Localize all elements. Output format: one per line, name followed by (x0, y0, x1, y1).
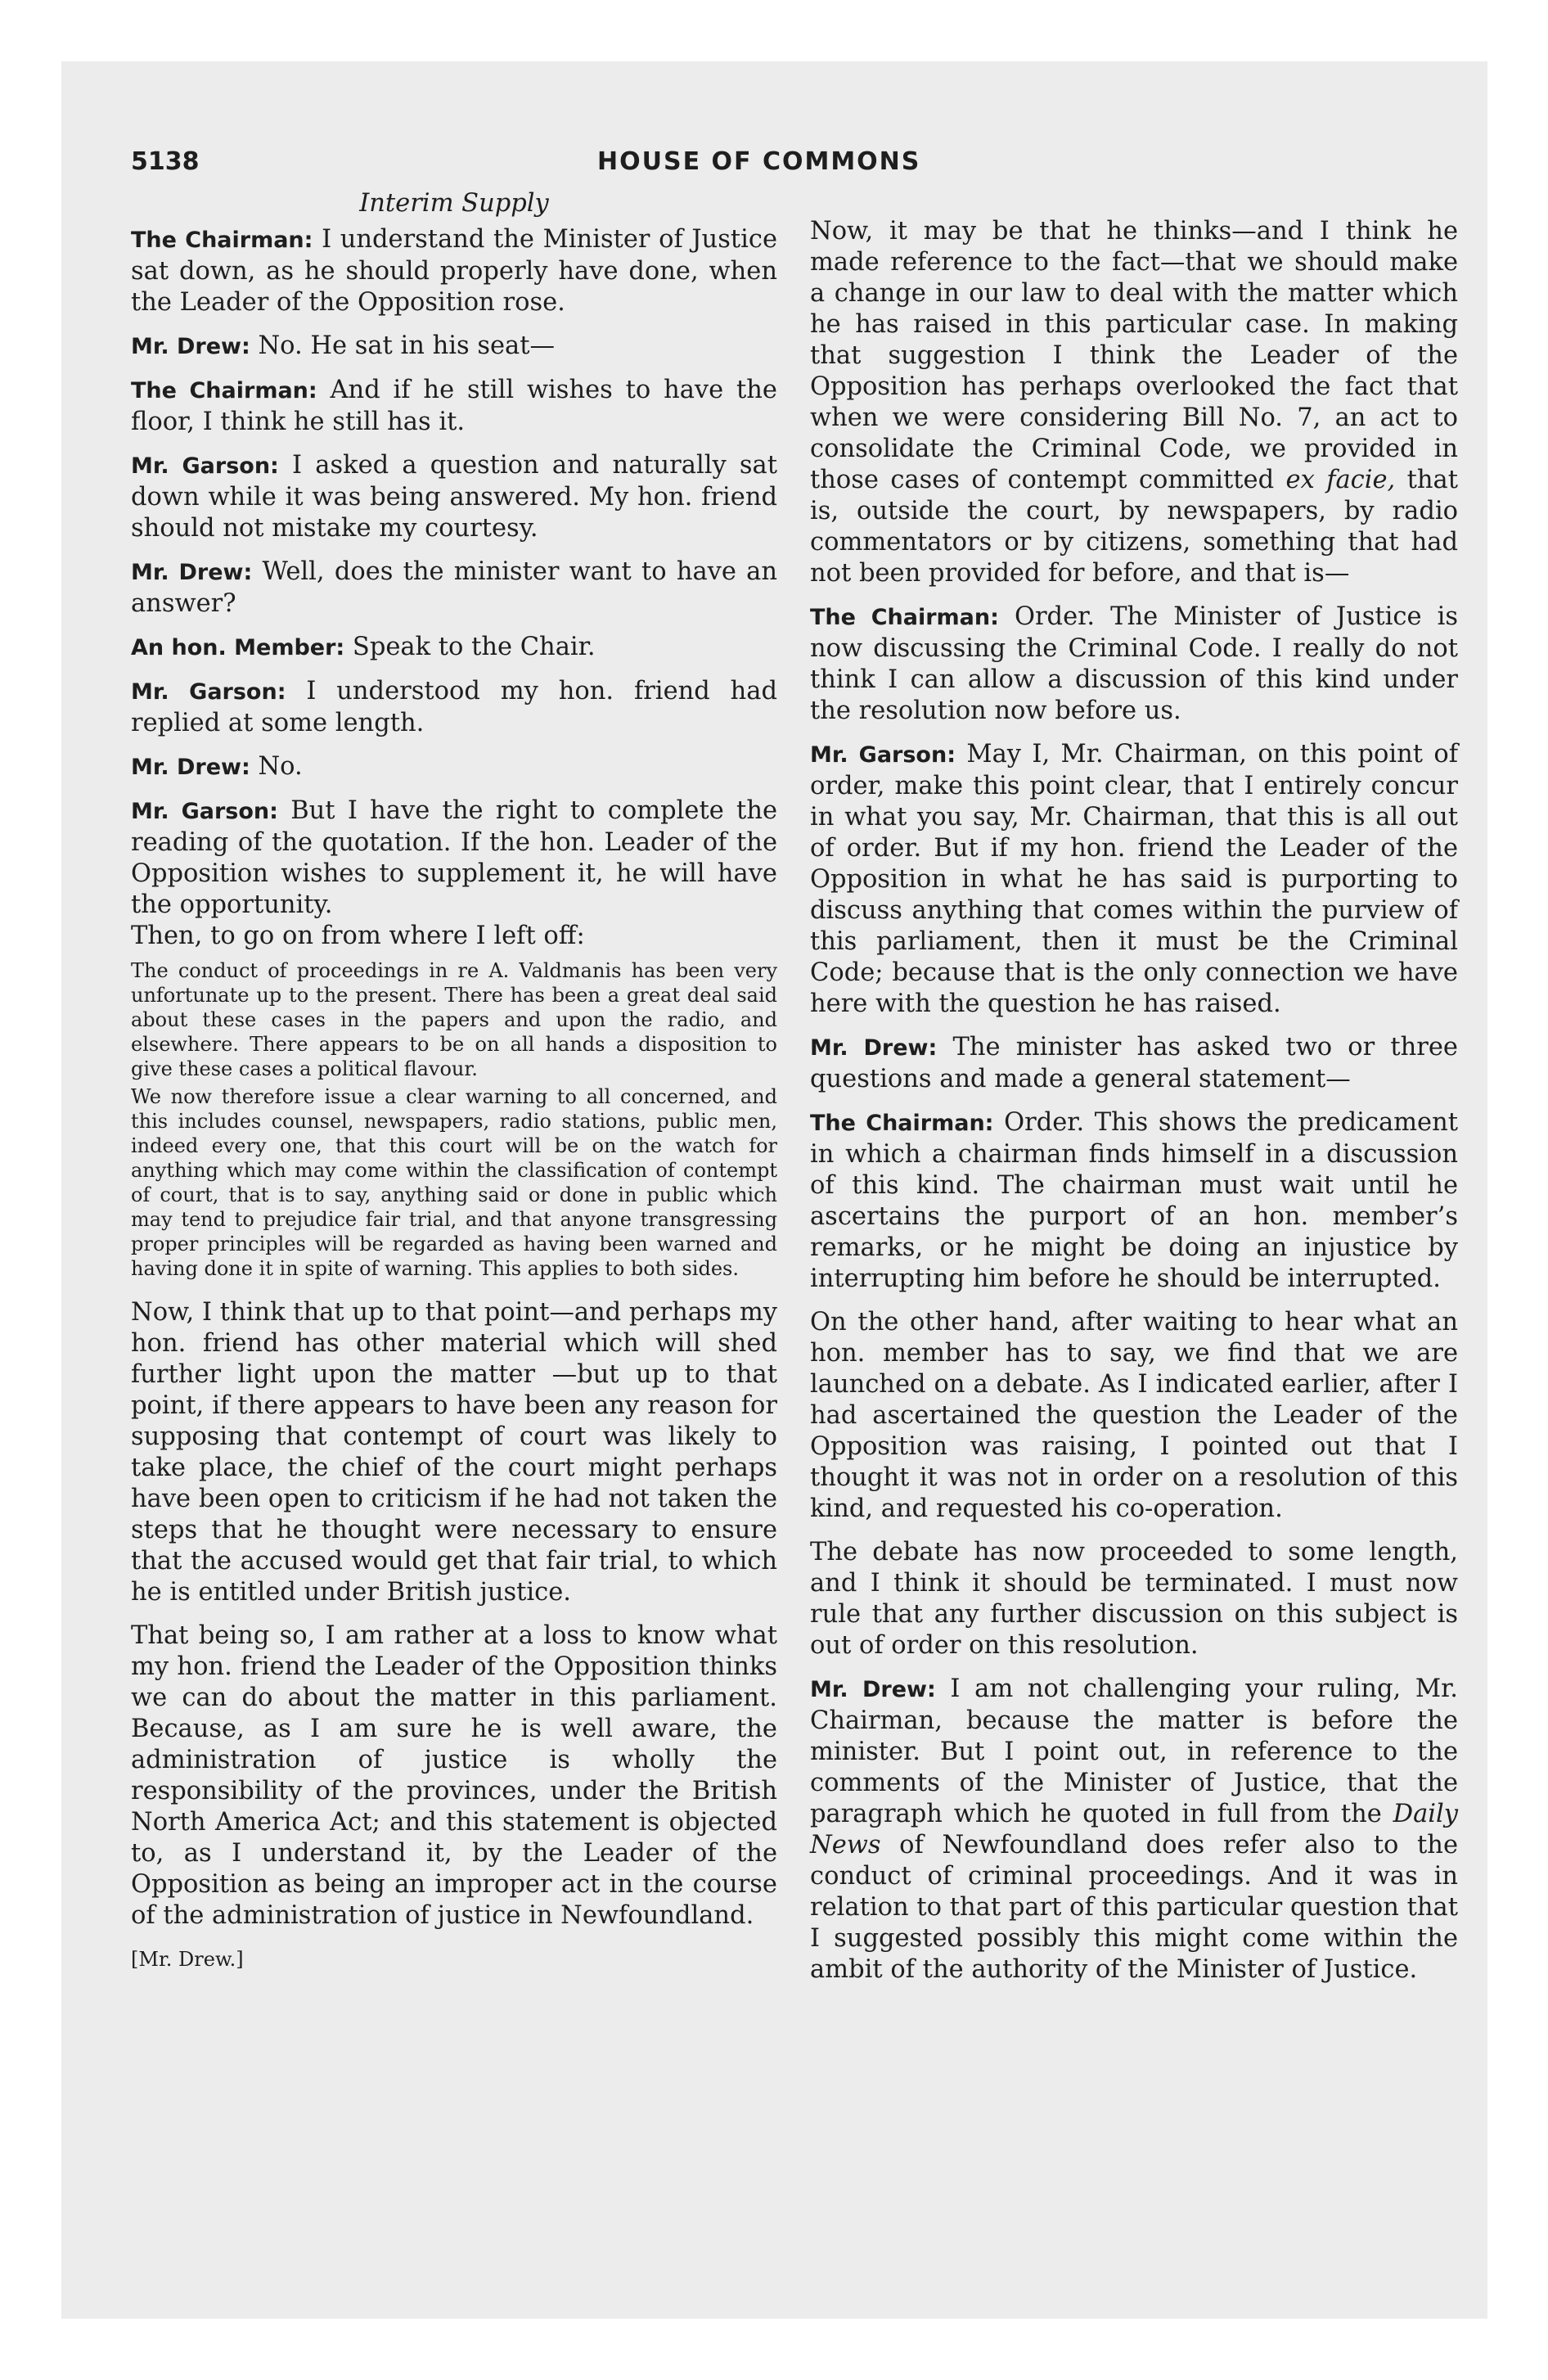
text-segment: of Newfoundland does refer also to the conduct of criminal proceedings. And it was in relation to that part of this particular question that I suggested possibly this might come within the ambit of the authority of the Minister of Justice. (810, 1831, 1458, 1984)
speech-paragraph (810, 602, 1458, 727)
body-paragraph: The debate has now proceeded to some length, and I think it should be terminated. I must now rule that any further discussion on this subject is out of order on this resolution. (810, 1538, 1458, 1660)
speaker-continuation-note: [Mr. Drew.] (131, 1948, 244, 1971)
speech-text: Order. The Minister of Justice is now discussing the Criminal Code. I really do not think I can allow a discussion of this kind under the resolution now before us. (810, 602, 1458, 725)
speaker-name: The Chairman: (131, 378, 317, 403)
speech-paragraph (131, 751, 777, 783)
speech-text: I understand the Minister of Justice sat down, as he should properly have done, when the Leader of the Opposition rose. (131, 225, 777, 317)
speech-text: The minister has asked two or three questions and made a general statement— (810, 1033, 1458, 1093)
speaker-name: Mr. Drew: (810, 1677, 936, 1702)
speech-text: May I, Mr. Chairman, on this point of order, make this point clear, that I entirely concur in what you say, Mr. Chairman, that this is all out of order. But if my hon. friend the Leader of the Opposition in what he has said is purporting to discuss anything that comes within the purview of this parliament, then it must be the Criminal Code; because that is the only connection we have here with the question he has raised. (810, 740, 1458, 1018)
left-column (131, 188, 777, 1975)
speech-paragraph (131, 375, 777, 438)
running-head: HOUSE OF COMMONS (597, 147, 921, 176)
speech-text: And if he still wishes to have the floor, I think he still has it. (131, 376, 777, 436)
speech-paragraph (131, 796, 777, 921)
speaker-name: The Chairman: (131, 228, 313, 253)
speaker-name: Mr. Drew: (810, 1035, 938, 1061)
text-segment: that is, outside the court, by newspapers, by radio commentators or by citizens, something that had not been provided for before, and that is— (810, 466, 1459, 588)
quoted-paragraph: We now therefore issue a clear warning to all concerned, and this includes counsel, newspapers, radio stations, public men, indeed every one, that this court will be on the watch for anything which may come within the classification of contempt of court, that is to say, anything said or done in public which may tend to prejudice fair trial, and that anyone transgressing proper principles will be regarded as having been warned and having done it in spite of warning. This applies to both sides. (131, 1085, 777, 1280)
speech-text: No. (250, 752, 303, 781)
speech-text: Speak to the Chair. (344, 633, 596, 661)
speech-paragraph (810, 1032, 1458, 1095)
right-column (810, 216, 1458, 1998)
speech-text: But I have the right to complete the reading of the quotation. If the hon. Leader of the Opposition wishes to supplement it, he will have the opportunity. (131, 796, 778, 919)
speech-paragraph (131, 450, 777, 544)
text-segment: Now, it may be that he thinks—and I think he made reference to the fact—that we should make a change in our law to deal with the matter which he has raised in this particular case. In making that suggestion I think the Leader of the Opposition has perhaps overlooked the fact that when we were considering Bill No. 7, an act to consolidate the Criminal Code, we provided in those cases of contempt committed (810, 217, 1458, 494)
page-number: 5138 (131, 147, 200, 176)
speech-text: Well, does the minister want to have an answer? (131, 557, 777, 618)
then-line: Then, to go on from where I left off: (131, 922, 585, 950)
italic-phrase: ex facie, (1285, 466, 1396, 494)
body-paragraph: On the other hand, after waiting to hear what an hon. member has to say, we find that we are launched on a debate. As I indicated earlier, after I had ascertained the question the Leader of the Opposition was raising, I pointed out that I thought it was not in order on a resolution of this kind, and requested his co-operation. (810, 1308, 1458, 1523)
speech-paragraph (131, 557, 777, 620)
speech-paragraph (131, 632, 777, 664)
speech-paragraph (131, 676, 777, 739)
speaker-name: Mr. Drew: (131, 755, 250, 780)
speaker-name: Mr. Drew: (131, 334, 250, 359)
page-header (131, 147, 1391, 183)
quoted-paragraph: The conduct of proceedings in re A. Valdmanis has been very unfortunate up to the present. There has been a great deal said about these cases in the papers and upon the radio, and elsewhere. There appears to be on all hands a disposition to give these cases a political flavour. (131, 959, 777, 1080)
speaker-name: Mr. Garson: (131, 679, 286, 705)
speech-text: I asked a question and naturally sat down while it was being answered. My hon. friend should not mistake my courtesy. (131, 451, 777, 543)
body-paragraph: Now, I think that up to that point—and perhaps my hon. friend has other material which will shed further light upon the matter —but up to that point, if there appears to have been any reason for supposing that contempt of court was likely to take place, the chief of the court might perhaps have been open to criticism if he had not taken the steps that he thought were necessary to ensure that the accused would get that fair trial, to which he is entitled under British justice. (131, 1298, 777, 1607)
speech-paragraph (131, 331, 777, 363)
body-paragraph: That being so, I am rather at a loss to know what my hon. friend the Leader of the Opposition thinks we can do about the matter in this parliament. Because, as I am sure he is well aware, the administration of justice is wholly the responsibility of the provinces, under the British North America Act; and this statement is objected to, as I understand it, by the Leader of the Opposition as being an improper act in the course of the administration of justice in Newfoundland. (131, 1621, 777, 1930)
section-title: Interim Supply (359, 189, 549, 218)
italic-phrase: Daily News (810, 1800, 1458, 1859)
body-paragraph (810, 216, 1458, 589)
speaker-name: The Chairman: (810, 605, 999, 630)
speaker-name: Mr. Garson: (810, 742, 956, 768)
speech-paragraph (810, 1674, 1458, 1986)
speech-paragraph (131, 224, 777, 318)
speech-paragraph (810, 1107, 1458, 1295)
speech-text: No. He sat in his seat— (250, 331, 555, 360)
speaker-name: Mr. Garson: (131, 799, 278, 824)
speech-paragraph (810, 739, 1458, 1020)
speaker-name: An hon. Member: (131, 635, 345, 660)
speaker-name: The Chairman: (810, 1111, 994, 1136)
speech-text: Order. This shows the predicament in which a chairman finds himself in a discussion of this kind. The chairman must wait until he ascertains the purport of an hon. member’s remarks, or he might be doing an injustice by interrupting him before he should be interrupted. (810, 1108, 1458, 1293)
speaker-name: Mr. Garson: (131, 453, 279, 479)
speech-text: I understood my hon. friend had replied at some length. (131, 677, 777, 737)
speaker-name: Mr. Drew: (131, 560, 253, 585)
text-segment: I am not challenging your ruling, Mr. Chairman, because the matter is before the minister. But I point out, in reference to the comments of the Minister of Justice, that the paragraph which he quoted in full from the (810, 1675, 1458, 1828)
